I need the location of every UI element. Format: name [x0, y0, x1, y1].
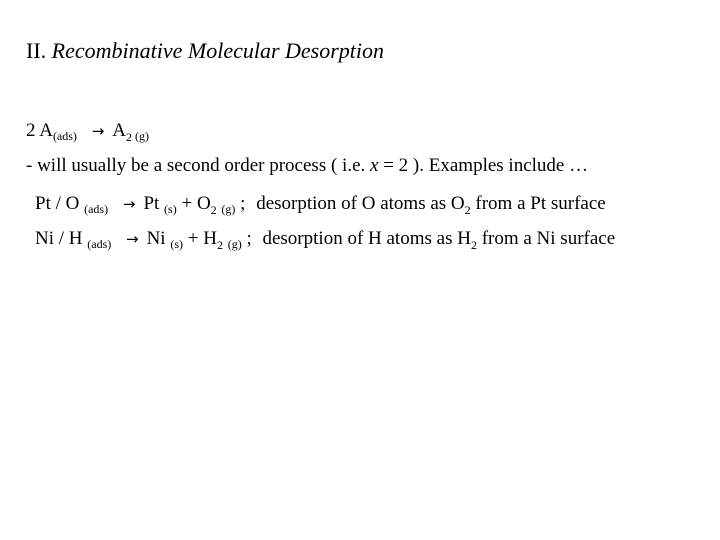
example-reactant: Ni / H — [35, 228, 83, 249]
example-product2-subscript: 2 — [216, 238, 223, 252]
example-reactant-state: (ads) — [84, 202, 109, 216]
example-product1: Pt — [143, 193, 160, 214]
example-arrow-icon: → — [122, 195, 136, 213]
slide-title — [26, 38, 384, 64]
description-line — [26, 155, 588, 177]
example-plus: + — [187, 228, 199, 249]
example-plus: + — [181, 193, 193, 214]
example-product2: H — [203, 228, 217, 249]
example-note-end: from a Ni surface — [481, 228, 616, 249]
reaction-product: A — [112, 120, 126, 141]
reaction-reactant: A — [39, 120, 53, 141]
example-product2-state: (g) — [227, 237, 242, 251]
example-note: desorption of H atoms as H — [262, 228, 471, 249]
description-variable: x — [370, 155, 379, 176]
example-product1-state: (s) — [170, 237, 183, 251]
general-reaction — [26, 120, 149, 143]
title-numeral: II. — [26, 38, 47, 63]
description-equation: = 2 ). Examples include … — [383, 155, 589, 176]
example-product1: Ni — [146, 228, 166, 249]
reaction-coefficient: 2 — [26, 120, 36, 141]
example-product2-subscript: 2 — [210, 203, 217, 217]
example-reactant-state: (ads) — [87, 237, 112, 251]
example-arrow-icon: → — [126, 230, 139, 248]
example-separator: ; — [240, 193, 246, 214]
reaction-product-subscript: 2 — [126, 130, 132, 144]
example-note-subscript: 2 — [470, 238, 477, 252]
example-product2-state: (g) — [221, 202, 236, 216]
reaction-product-state: (g) — [135, 129, 149, 143]
title-text: Recombinative Molecular Desorption — [51, 38, 385, 63]
example-reactant: Pt / O — [35, 193, 80, 214]
example-note-subscript: 2 — [464, 203, 471, 217]
example-product1-state: (s) — [164, 202, 177, 216]
reaction-arrow-icon: → — [91, 122, 105, 140]
example-product2: O — [196, 193, 211, 214]
example-separator: ; — [246, 228, 252, 249]
example-reaction — [35, 193, 606, 216]
reaction-reactant-state: (ads) — [52, 129, 77, 143]
example-reaction — [35, 228, 615, 251]
description-prefix: - will usually be a second order process ( i.e. — [26, 155, 366, 176]
example-note-end: from a Pt surface — [475, 193, 606, 214]
example-note: desorption of O atoms as O — [256, 193, 465, 214]
